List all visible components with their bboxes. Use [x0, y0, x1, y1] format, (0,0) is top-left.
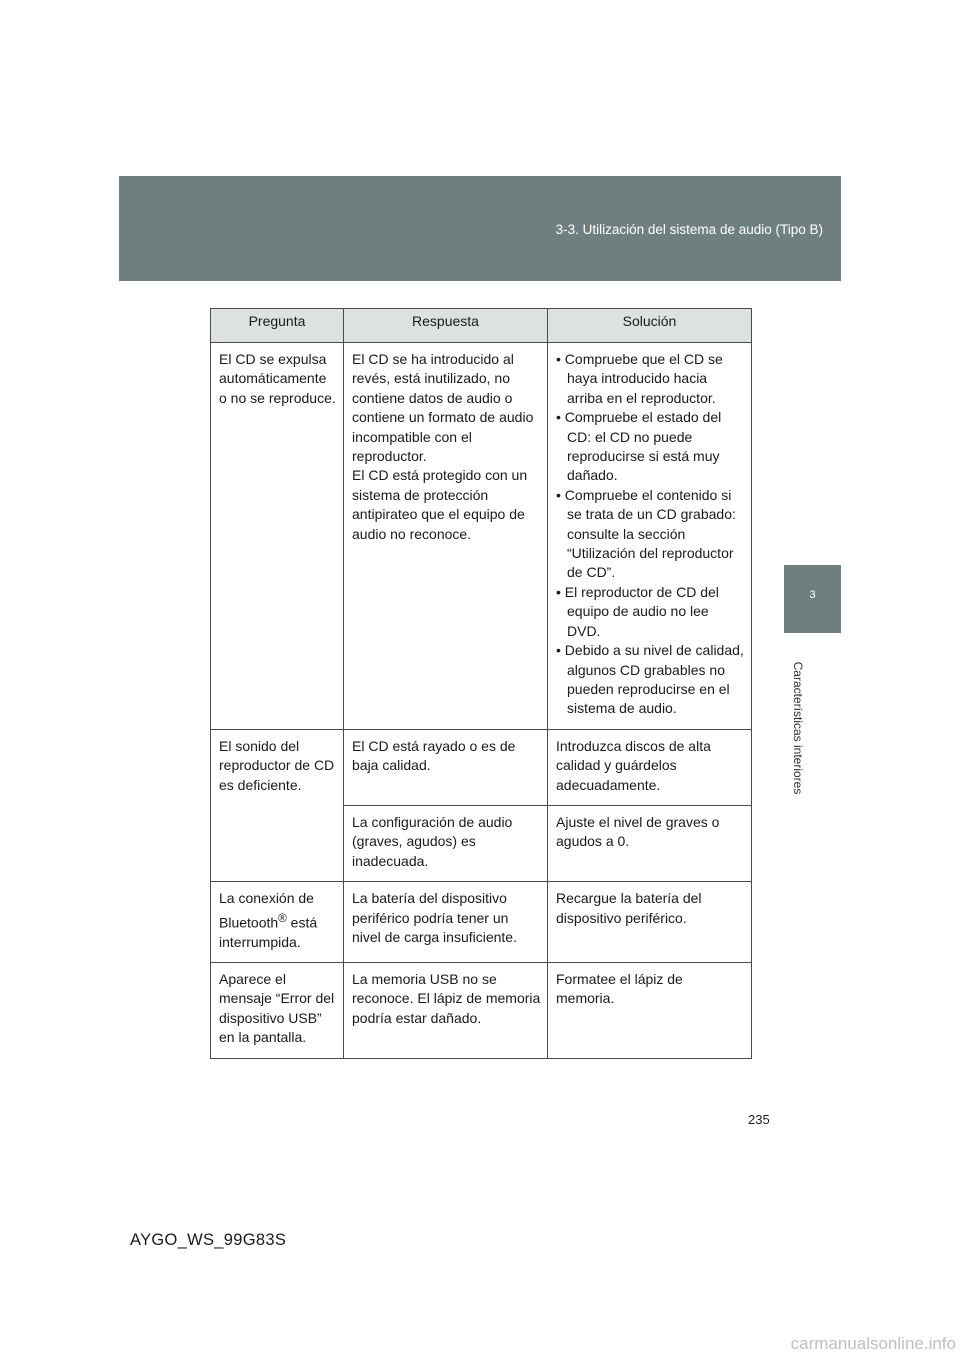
solution-bullet: • El reproductor de CD del equipo de audio no lee DVD. — [556, 583, 745, 641]
answer-cell — [344, 343, 548, 730]
table-row — [211, 963, 752, 1059]
solution-cell: Recargue la batería del dispositivo periférico. — [548, 882, 752, 963]
question-cell: El sonido del reproductor de CD es deficiente. — [211, 729, 344, 881]
question-cell — [211, 882, 344, 963]
document-code: AYGO_WS_99G83S — [130, 1231, 287, 1249]
answer-cell: La configuración de audio (graves, agudos) es inadecuada. — [344, 805, 548, 881]
solution-bullet: • Compruebe el estado del CD: el CD no puede reproducirse si está muy dañado. — [556, 408, 745, 486]
troubleshooting-table — [210, 308, 752, 1059]
solution-cell — [548, 343, 752, 730]
solution-cell: Formatee el lápiz de memoria. — [548, 963, 752, 1059]
column-header-answer: Respuesta — [344, 309, 548, 343]
question-cell: Aparece el mensaje “Error del dispositivo USB” en la pantalla. — [211, 963, 344, 1059]
answer-cell: La batería del dispositivo periférico podría tener un nivel de carga insuficiente. — [344, 882, 548, 963]
column-header-solution: Solución — [548, 309, 752, 343]
chapter-label — [788, 648, 808, 808]
column-header-question: Pregunta — [211, 309, 344, 343]
chapter-tab — [784, 565, 841, 633]
registered-mark: ® — [278, 911, 287, 925]
solution-cell: Introduzca discos de alta calidad y guárdelos adecuadamente. — [548, 729, 752, 805]
table-row — [211, 882, 752, 963]
chapter-label-text: Características interiores — [791, 661, 805, 795]
question-cell: El CD se expulsa automáticamente o no se reproduce. — [211, 343, 344, 730]
watermark: carmanualsonline.info — [790, 1334, 956, 1353]
table-header-row — [211, 309, 752, 343]
solution-bullet: • Debido a su nivel de calidad, algunos CD grabables no pueden reproducirse en el sistema de audio. — [556, 641, 745, 719]
table-row — [211, 729, 752, 805]
answer-line: El CD se ha introducido al revés, está inutilizado, no contiene datos de audio o contiene un formato de audio incompatible con el reproductor. — [352, 351, 534, 465]
header-band — [119, 176, 841, 281]
answer-cell: La memoria USB no se reconoce. El lápiz de memoria podría estar dañado. — [344, 963, 548, 1059]
question-text-rest: está interrumpida. — [219, 914, 318, 950]
solution-bullet: • Compruebe el contenido si se trata de un CD grabado: consulte la sección “Utilización del reproductor de CD”. — [556, 486, 745, 583]
solution-bullet: • Compruebe que el CD se haya introducido hacia arriba en el reproductor. — [556, 350, 745, 408]
section-title: 3-3. Utilización del sistema de audio (Tipo B) — [555, 222, 823, 237]
answer-line: El CD está protegido con un sistema de protección antipirateo que el equipo de audio no reconoce. — [352, 467, 528, 542]
answer-cell: El CD está rayado o es de baja calidad. — [344, 729, 548, 805]
solution-cell: Ajuste el nivel de graves o agudos a 0. — [548, 805, 752, 881]
table-row — [211, 343, 752, 730]
chapter-number: 3 — [809, 589, 816, 601]
solution-list — [556, 350, 745, 719]
question-text: La conexión de Bluetooth — [219, 890, 314, 931]
page-number: 235 — [748, 1112, 770, 1127]
